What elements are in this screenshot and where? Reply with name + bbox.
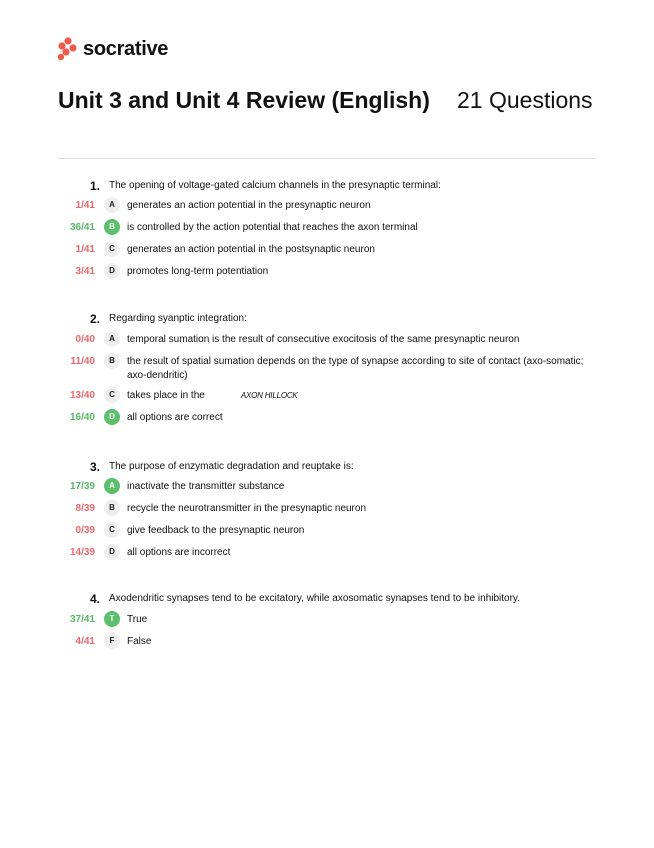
answer-ratio: 1/41 — [75, 200, 95, 211]
answer-ratio: 11/40 — [70, 356, 95, 367]
socrative-logo-icon — [57, 37, 79, 61]
answer-row — [0, 353, 654, 383]
question-text: Axodendritic synapses tend to be excitatory, while axosomatic synapses tend to be inhibitory. — [109, 593, 520, 604]
answer-ratio: 13/40 — [69, 390, 95, 401]
question-1 — [0, 177, 654, 281]
answer-row — [0, 633, 654, 651]
answer-row — [0, 331, 654, 349]
answer-ratio: 0/40 — [75, 334, 95, 345]
quiz-title-block — [58, 86, 438, 115]
answer-ratio: 1/41 — [75, 244, 95, 255]
brand-wordmark: socrative — [83, 37, 169, 60]
answer-text: generates an action potential in the presynaptic neuron — [127, 200, 371, 211]
answer-row — [0, 522, 654, 540]
answer-text: promotes long-term potentiation — [127, 266, 269, 277]
answer-letter-badge: C — [104, 522, 120, 538]
answer-text-inserted-label: AXON HILLOCK — [240, 391, 298, 400]
answer-text: generates an action potential in the postsynaptic neuron — [127, 244, 375, 255]
answer-row — [0, 500, 654, 518]
answer-row — [0, 241, 654, 259]
brand-logo — [57, 37, 168, 61]
answer-row — [0, 219, 654, 237]
answer-ratio: 8/39 — [75, 503, 95, 514]
answer-ratio: 3/41 — [75, 266, 95, 277]
answer-text — [127, 387, 587, 403]
question-number: 1. — [89, 179, 100, 193]
answer-text: True — [127, 614, 148, 625]
question-text: The purpose of enzymatic degradation and reuptake is: — [109, 461, 354, 472]
answer-row — [0, 544, 654, 562]
answer-ratio: 16/40 — [69, 412, 95, 423]
answer-row — [0, 387, 654, 405]
answer-row — [0, 478, 654, 496]
question-text: The opening of voltage-gated calcium channels in the presynaptic terminal: — [109, 180, 441, 191]
answer-letter-badge: B — [104, 219, 120, 235]
answer-text: all options are incorrect — [127, 547, 231, 558]
answer-letter-badge: D — [104, 409, 120, 425]
answer-letter-badge: A — [104, 331, 120, 347]
answer-letter-badge: A — [104, 197, 120, 213]
answer-text: is controlled by the action potential that reaches the axon terminal — [127, 222, 418, 233]
answer-ratio: 0/39 — [75, 525, 95, 536]
question-count: 21 Questions — [457, 87, 593, 113]
answer-text: all options are correct — [127, 412, 223, 423]
answer-letter-badge: C — [104, 387, 120, 403]
answer-ratio: 14/39 — [69, 547, 95, 558]
answer-letter-badge: T — [104, 611, 120, 627]
answer-text: inactivate the transmitter substance — [127, 481, 285, 492]
answer-letter-badge: B — [104, 500, 120, 516]
answer-row — [0, 197, 654, 215]
quiz-title: Unit 3 and Unit 4 Review (English) — [58, 87, 430, 113]
answer-letter-badge: F — [104, 633, 120, 649]
answer-row — [0, 611, 654, 629]
answer-text-main: takes place in the — [127, 390, 205, 401]
question-number: 2. — [89, 312, 100, 326]
answer-text: recycle the neurotransmitter in the presynaptic neuron — [127, 503, 367, 514]
question-number: 3. — [89, 460, 100, 474]
answer-ratio: 36/41 — [69, 222, 95, 233]
answer-text: give feedback to the presynaptic neuron — [127, 525, 305, 536]
answer-text: temporal sumation is the result of consecutive exocitosis of the same presynaptic neuron — [127, 334, 520, 345]
answer-ratio: 37/41 — [69, 614, 95, 625]
question-text: Regarding syanptic integration: — [109, 313, 247, 324]
question-2 — [0, 310, 654, 427]
answer-letter-badge: B — [104, 353, 120, 369]
question-number: 4. — [89, 592, 100, 606]
header-divider — [58, 158, 596, 159]
question-4 — [0, 590, 654, 651]
answer-letter-badge: D — [104, 544, 120, 560]
answer-ratio: 4/41 — [75, 636, 95, 647]
answer-letter-badge: D — [104, 263, 120, 279]
answer-text: the result of spatial sumation depends on the type of synapse according to site of contact (axo-somatic; axo-dendritic) — [127, 356, 584, 381]
answer-text: False — [127, 636, 152, 647]
answer-letter-badge: A — [104, 478, 120, 494]
answer-row — [0, 263, 654, 281]
answer-row — [0, 409, 654, 427]
answer-ratio: 17/39 — [69, 481, 95, 492]
answer-letter-badge: C — [104, 241, 120, 257]
question-3 — [0, 458, 654, 562]
